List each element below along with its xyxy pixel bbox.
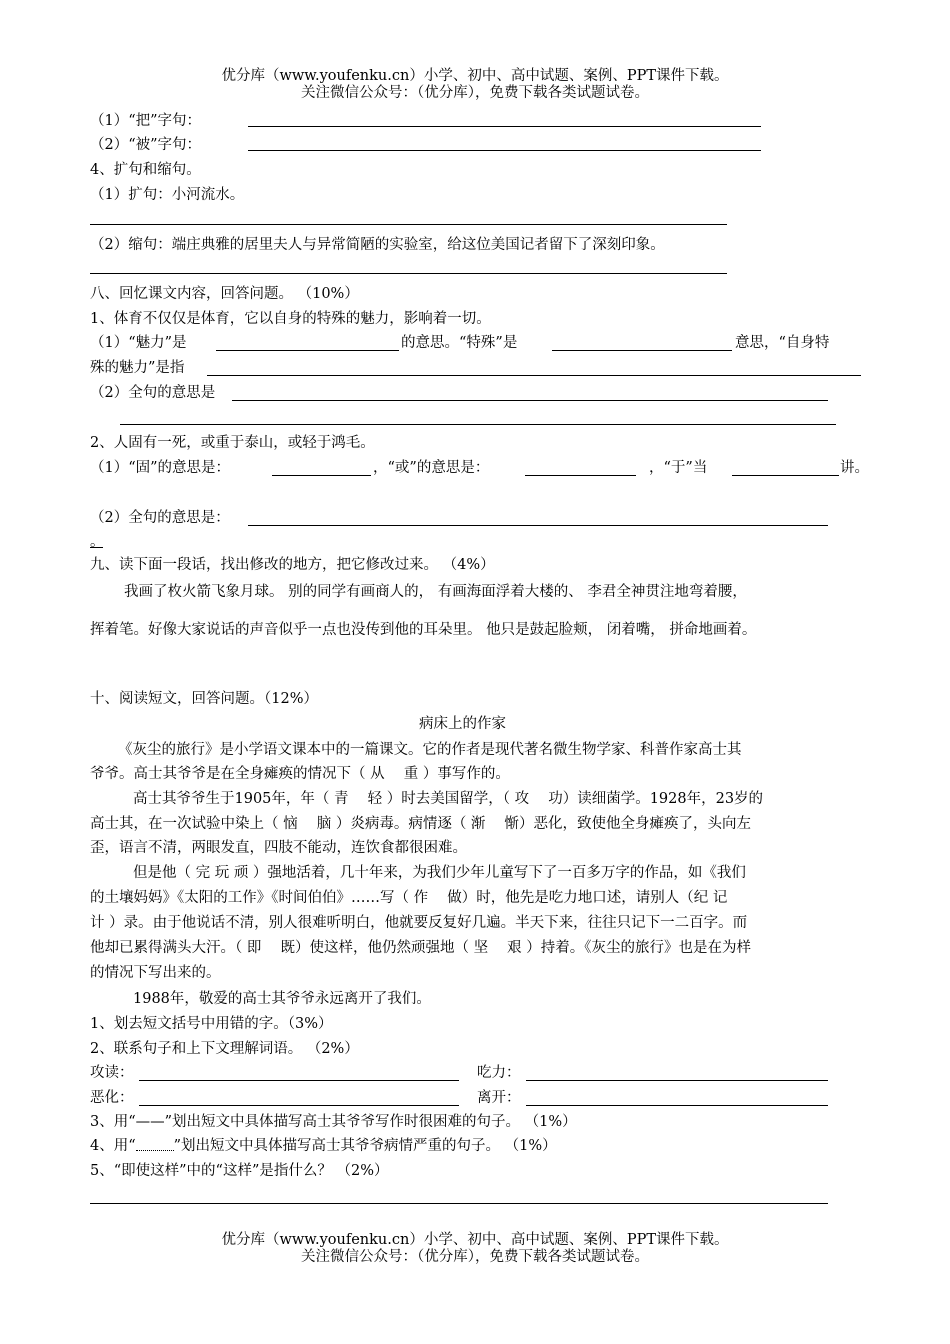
shrink-answer-line[interactable]: [90, 273, 727, 274]
word-gongdu: 攻读：: [90, 1065, 134, 1081]
footer-line-1: 优分库（www.youfenku.cn）小学、初中、高中试题、案例、PPT课件下载。: [221, 1232, 729, 1248]
q2-1-middle: ，“或”的意思是：: [373, 460, 490, 476]
ba-sentence-label: （1）“把”字句：: [90, 113, 202, 129]
bei-sentence-label: （2）“被”字句：: [90, 137, 202, 153]
part10-q4: [90, 1137, 557, 1155]
ehua-answer-line[interactable]: [139, 1105, 459, 1106]
article-line: 1988年，敬爱的高士其爷爷永远离开了我们。: [133, 991, 431, 1007]
part10-q1: 1、划去短文括号中用错的字。（3%）: [90, 1016, 333, 1032]
yu-blank[interactable]: [732, 475, 839, 476]
expand-sentence: （1）扩句：小河流水。: [90, 187, 245, 203]
huo-blank[interactable]: [525, 475, 636, 476]
q2-2-answer-line[interactable]: [248, 525, 828, 526]
gu-blank[interactable]: [272, 475, 371, 476]
gongdu-answer-line[interactable]: [139, 1080, 459, 1081]
wavy-line-icon: [136, 1142, 174, 1151]
part9-paragraph-line-2: 挥着笔。好像大家说话的声音似乎一点也没传到他的耳朵里。 他只是鼓起脸颊， 闭着嘴， 拼命地画着。: [90, 622, 757, 638]
q2-2-period: 。: [90, 534, 105, 550]
article-line: 的土壤妈妈》《太阳的工作》《时间伯伯》……写（ 作 做）时，他先是吃力地口述，请别人（纪 记: [90, 890, 728, 906]
part9-title: 九、读下面一段话，找出修改的地方，把它修改过来。 （4%）: [90, 557, 495, 573]
article-line: 爷爷。高士其爷爷是在全身瘫痪的情况下（ 从 重 ）事写作的。: [90, 766, 510, 782]
article-line: 的情况下写出来的。: [90, 965, 221, 981]
bei-sentence-line[interactable]: [248, 150, 761, 151]
part10-q2: 2、联系句子和上下文理解词语。 （2%）: [90, 1041, 359, 1057]
expand-answer-line[interactable]: [90, 224, 727, 225]
meili-blank[interactable]: [216, 350, 399, 351]
q2-1-yu: ，“于”当: [649, 460, 708, 476]
q2-1-suffix: 讲。: [840, 460, 869, 476]
q1-1-prefix: （1）“魅力”是: [90, 335, 187, 351]
q1-2-answer-line[interactable]: [232, 400, 828, 401]
part9-paragraph-line-1: 我画了枚火箭飞象月球。 别的同学有画商人的， 有画海面浮着大楼的、 李君全神贯注地弯着腰，: [124, 584, 747, 600]
article-title: 病床上的作家: [419, 716, 506, 732]
footer-line-2: 关注微信公众号：（优分库），免费下载各类试题试卷。: [301, 1249, 649, 1265]
article-line: 但是他（ 完 玩 顽 ）强地活着，几十年来，为我们少年儿童写下了一百多万字的作品，如《我们: [133, 865, 746, 881]
part8-q2: 2、人固有一死，或重于泰山，或轻于鸿毛。: [90, 435, 375, 451]
ba-sentence-line[interactable]: [248, 126, 761, 127]
likai-answer-line[interactable]: [526, 1105, 828, 1106]
part8-q1: 1、体育不仅仅是体育，它以自身的特殊的魅力，影响着一切。: [90, 311, 491, 327]
ziShen-meili-blank[interactable]: [207, 375, 861, 376]
part10-title: 十、阅读短文，回答问题。（12%）: [90, 691, 318, 707]
header-line-2: 关注微信公众号：（优分库），免费下载各类试题试卷。: [301, 85, 649, 101]
article-line: 歪，语言不清，两眼发直，四肢不能动，连饮食都很困难。: [90, 840, 467, 856]
q1-2-answer-line-2[interactable]: [120, 424, 836, 425]
part8-title: 八、回忆课文内容，回答问题。 （10%）: [90, 286, 359, 302]
q4-suffix: ”划出短文中具体描写高士其爷爷病情严重的句子。 （1%）: [173, 1138, 557, 1154]
q4-expand-shrink: 4、扩句和缩句。: [90, 162, 201, 178]
article-line: 高士其，在一次试验中染上（ 恼 脑 ）炎病毒。病情逐（ 渐 惭）恶化，致使他全身瘫痪了，头向左: [90, 816, 752, 832]
article-line: 高士其爷爷生于1905年，年（ 青 轻 ）时去美国留学，（ 攻 功）读细菌学。1928年，23岁的: [133, 791, 764, 807]
q2-2-label: （2）全句的意思是：: [90, 510, 230, 526]
article-line: 《灰尘的旅行》是小学语文课本中的一篇课文。它的作者是现代著名微生物学家、科普作家高士其: [118, 742, 742, 758]
word-chili: 吃力：: [477, 1065, 521, 1081]
word-ehua: 恶化：: [90, 1090, 134, 1106]
shrink-sentence: （2）缩句：端庄典雅的居里夫人与异常简陋的实验室，给这位美国记者留下了深刻印象。: [90, 237, 665, 253]
part10-q5: 5、“即使这样”中的“这样”是指什么？ （2%）: [90, 1163, 389, 1179]
q1-1-middle: 的意思。“特殊”是: [401, 335, 518, 351]
header-line-1: 优分库（www.youfenku.cn）小学、初中、高中试题、案例、PPT课件下载。: [221, 68, 729, 84]
article-line: 计 ）录。由于他说话不清，别人很难听明白，他就要反复好几遍。半天下来，往往只记下一二百字。而: [90, 915, 748, 931]
q2-1-prefix: （1）“固”的意思是：: [90, 460, 231, 476]
article-line: 他却已累得满头大汗。（ 即 既）使这样，他仍然顽强地（ 坚 艰 ）持着。《灰尘的旅行》也是在为样: [90, 940, 752, 956]
word-likai: 离开：: [477, 1090, 521, 1106]
q5-answer-line[interactable]: [90, 1203, 828, 1204]
chili-answer-line[interactable]: [526, 1080, 828, 1081]
teshu-blank[interactable]: [552, 350, 732, 351]
q2-2-period-underline: [90, 547, 103, 548]
q1-2-label: （2）全句的意思是: [90, 385, 216, 401]
part10-q3: 3、用“——”划出短文中具体描写高士其爷爷写作时很困难的句子。 （1%）: [90, 1114, 577, 1130]
q1-1-continued: 殊的魅力”是指: [90, 360, 185, 376]
q4-prefix: 4、用“: [90, 1138, 136, 1154]
q1-1-suffix: 意思，“自身特: [735, 335, 830, 351]
